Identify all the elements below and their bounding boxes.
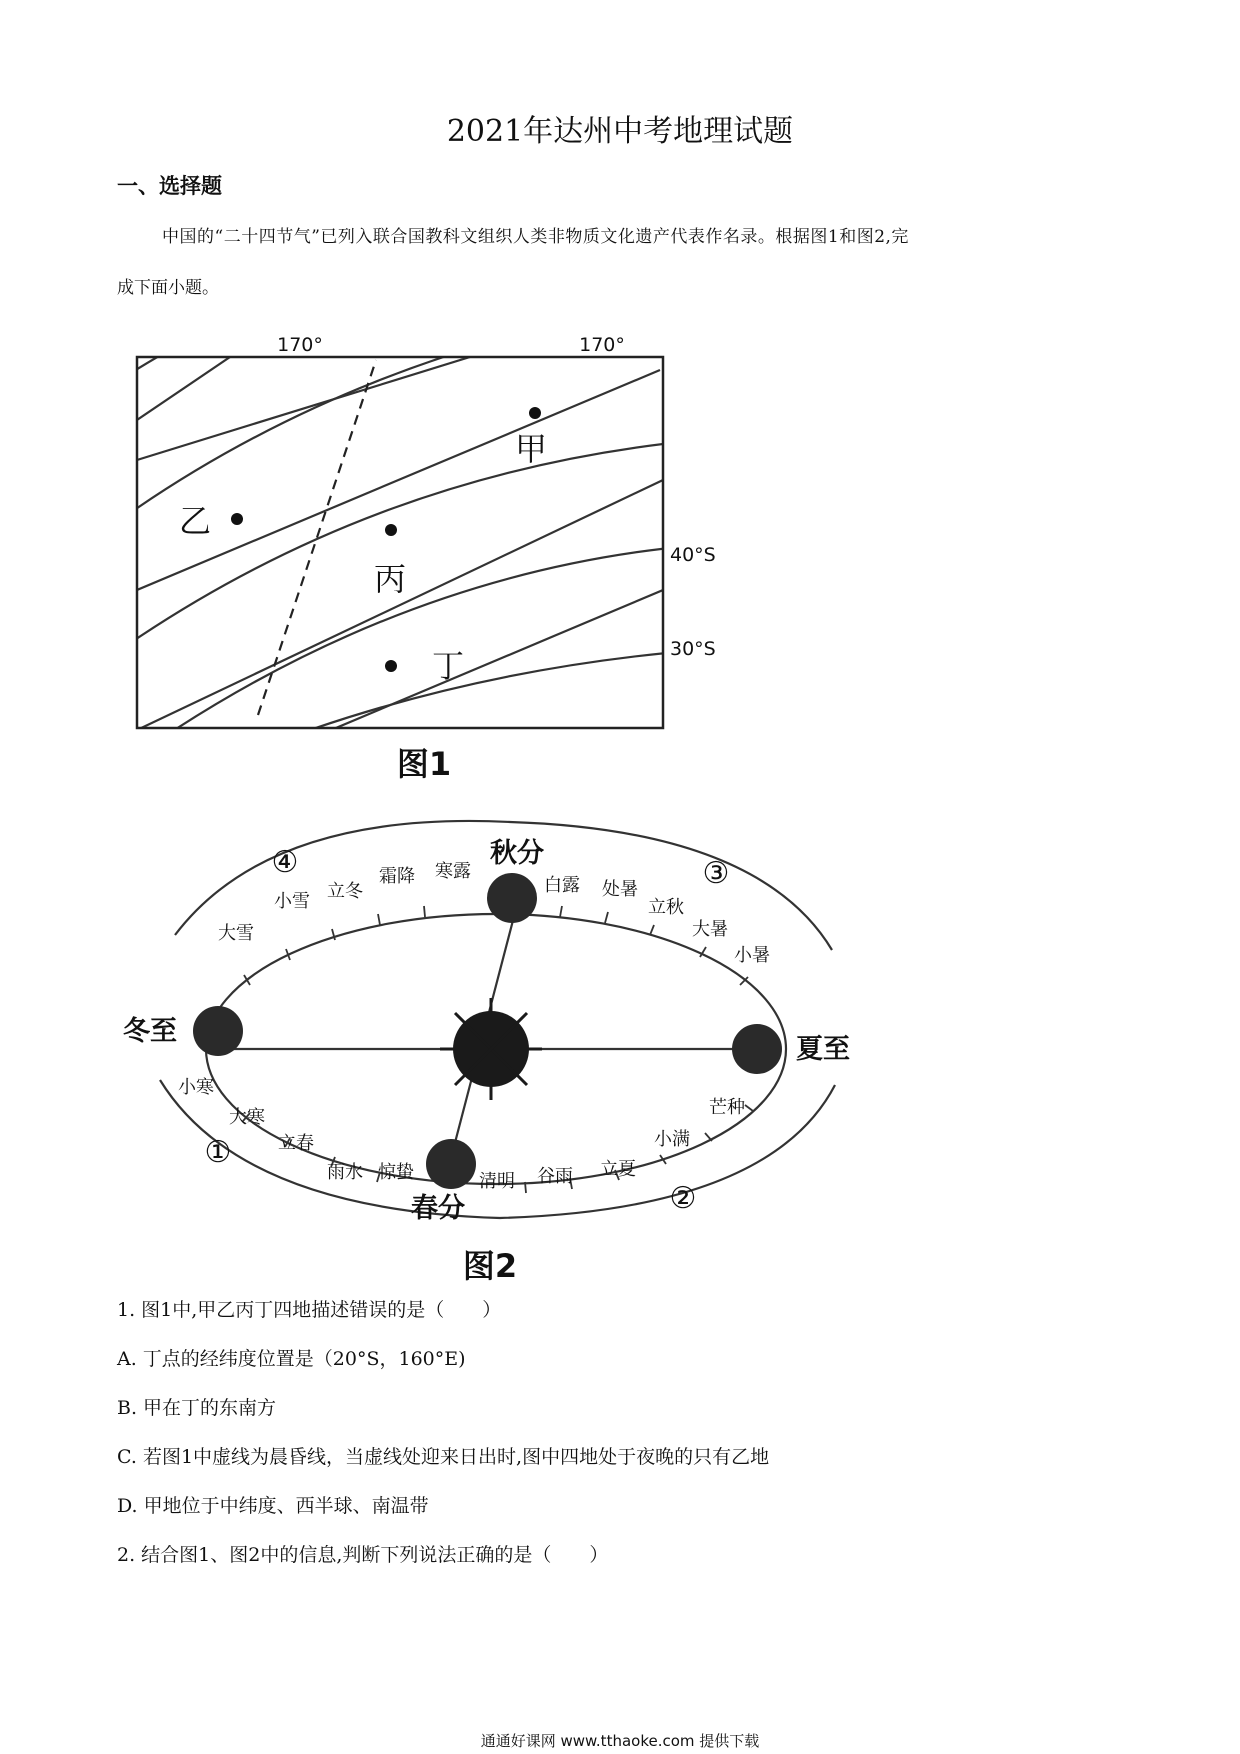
label-jia: 甲 [514,430,548,468]
quadrant-1: ① [204,1135,232,1170]
question-1-stem: 1. 图1中,甲乙丙丁四地描述错误的是（ ） [117,1299,502,1321]
term-chushu: 处暑 [602,879,638,900]
term-lichun: 立春 [278,1133,314,1154]
earth-icon-summer [732,1024,782,1074]
question-1-option-c: C. 若图1中虚线为晨昏线，当虚线处迎来日出时,图中四地处于夜晚的只有乙地 [117,1446,770,1468]
quadrant-3: ③ [702,856,730,891]
label-autumn-equinox: 秋分 [490,838,544,869]
intro-text-line-2: 成下面小题。 [117,278,219,298]
label-winter-solstice: 冬至 [123,1016,177,1047]
document-title: 2021年达州中考地理试题 [446,114,794,149]
intro-text-line-1: 中国的“二十四节气”已列入联合国教科文组织人类非物质文化遗产代表作名录。根据图1和图2,完 [162,227,909,247]
question-2-stem: 2. 结合图1、图2中的信息,判断下列说法正确的是（ ） [117,1544,609,1566]
term-bailu: 白露 [544,875,580,896]
earth-icon-spring [426,1139,476,1189]
label-yi: 乙 [178,502,212,540]
section-heading: 一、选择题 [117,174,222,198]
term-dashu: 大暑 [692,919,728,940]
lat-label-30s: 30°S [670,638,716,660]
term-xiaoshu: 小暑 [734,945,770,966]
lon-label-left: 170° [277,334,323,356]
question-1-option-a: A. 丁点的经纬度位置是（20°S，160°E) [117,1348,466,1370]
earth-icon-winter [193,1006,243,1056]
term-dahan: 大寒 [229,1107,265,1128]
label-summer-solstice: 夏至 [796,1034,850,1065]
term-qingming: 清明 [479,1171,515,1192]
term-guyu: 谷雨 [537,1166,573,1187]
sun-icon [440,998,542,1100]
lon-label-right: 170° [579,334,625,356]
term-jingzhe: 惊蛰 [378,1162,414,1183]
term-xiaoxue: 小雪 [274,891,310,912]
term-xiaohan: 小寒 [178,1077,214,1098]
figure-2-caption: 图2 [462,1247,518,1285]
figure-1-caption: 图1 [396,745,452,783]
term-liqiu: 立秋 [648,897,684,918]
term-lidong: 立冬 [327,881,363,902]
term-yushui: 雨水 [327,1162,363,1183]
term-lixia: 立夏 [600,1159,636,1180]
footer-text: 通通好课网 www.tthaoke.com 提供下载 [480,1732,760,1750]
question-1-option-d: D. 甲地位于中纬度、西半球、南温带 [117,1495,429,1517]
quadrant-4: ④ [271,845,299,880]
label-bing: 丙 [373,560,407,598]
label-ding: 丁 [431,647,465,685]
term-xiaoman: 小满 [654,1129,690,1150]
quadrant-2: ② [669,1181,697,1216]
lat-label-40s: 40°S [670,544,716,566]
term-daxue: 大雪 [218,923,254,944]
earth-icon-autumn [487,873,537,923]
question-1-option-b: B. 甲在丁的东南方 [117,1397,277,1419]
label-spring-equinox: 春分 [411,1193,465,1224]
term-mangzhong: 芒种 [709,1097,745,1118]
term-shuangjiang: 霜降 [379,866,415,887]
term-hanlu: 寒露 [435,861,471,882]
